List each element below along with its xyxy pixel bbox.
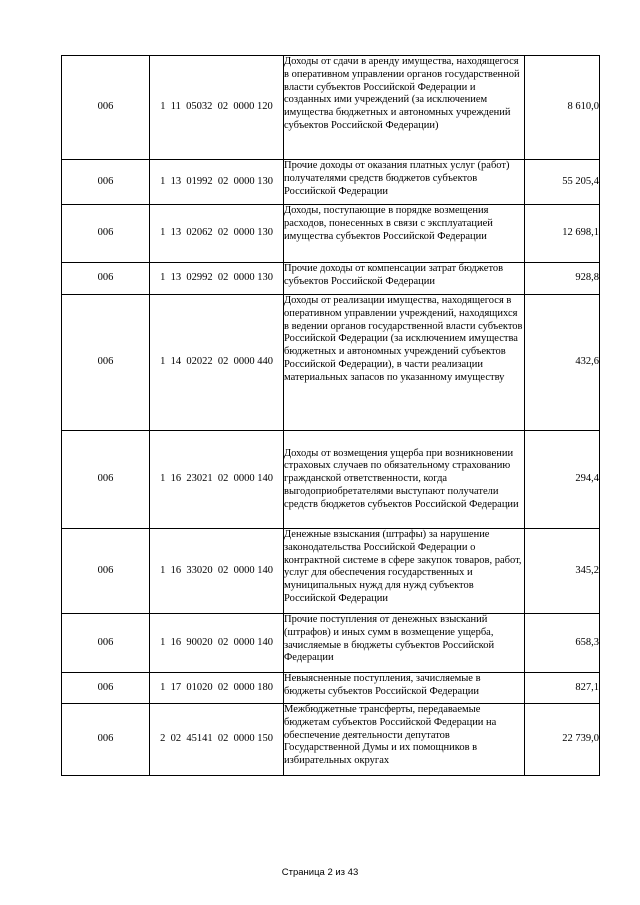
amount-cell: 294,4: [525, 431, 600, 529]
amount-cell: 55 205,4: [525, 160, 600, 205]
table-row: [62, 704, 600, 776]
admin-code-cell: 006: [62, 56, 150, 160]
admin-code-cell: 006: [62, 295, 150, 431]
revenue-name-cell: Межбюджетные трансферты, передаваемые бюджетам субъектов Российской Федерации на обеспечение деятельности депутатов Государственной Думы и их помощников в избирательных округах: [284, 704, 525, 776]
revenue-table: [61, 55, 600, 776]
revenue-code-cell: 1 11 05032 02 0000 120: [150, 56, 284, 160]
revenue-code-cell: 2 02 45141 02 0000 150: [150, 704, 284, 776]
table-row: [62, 160, 600, 205]
revenue-name-cell: Доходы от возмещения ущерба при возникновении страховых случаев по обязательному страхованию гражданской ответственности, когда выгодоприобретателями выступают получатели средств бюджетов субъектов Российской Федерации: [284, 431, 525, 529]
table-row: [62, 431, 600, 529]
revenue-code-cell: 1 14 02022 02 0000 440: [150, 295, 284, 431]
revenue-name-cell: Доходы от сдачи в аренду имущества, находящегося в оперативном управлении органов государственной власти субъектов Российской Федерации и созданных ими учреждений (за исключением имущества бюджетных и автономных учреждений субъектов Российской Федерации): [284, 56, 525, 160]
amount-cell: 8 610,0: [525, 56, 600, 160]
page-number-footer: Страница 2 из 43: [281, 867, 359, 878]
amount-cell: 658,3: [525, 614, 600, 673]
amount-cell: 12 698,1: [525, 205, 600, 263]
revenue-name-cell: Доходы, поступающие в порядке возмещения расходов, понесенных в связи с эксплуатацией имущества субъектов Российской Федерации: [284, 205, 525, 263]
table-row: [62, 529, 600, 614]
revenue-code-cell: 1 16 33020 02 0000 140: [150, 529, 284, 614]
table-row: [62, 614, 600, 673]
table-row: [62, 205, 600, 263]
revenue-code-cell: 1 13 01992 02 0000 130: [150, 160, 284, 205]
table-row: [62, 673, 600, 704]
admin-code-cell: 006: [62, 205, 150, 263]
admin-code-cell: 006: [62, 263, 150, 295]
table-row: [62, 295, 600, 431]
admin-code-cell: 006: [62, 673, 150, 704]
revenue-code-cell: 1 13 02992 02 0000 130: [150, 263, 284, 295]
amount-cell: 827,1: [525, 673, 600, 704]
revenue-code-cell: 1 17 01020 02 0000 180: [150, 673, 284, 704]
admin-code-cell: 006: [62, 160, 150, 205]
amount-cell: 432,6: [525, 295, 600, 431]
admin-code-cell: 006: [62, 704, 150, 776]
admin-code-cell: 006: [62, 431, 150, 529]
amount-cell: 22 739,0: [525, 704, 600, 776]
revenue-name-cell: Денежные взыскания (штрафы) за нарушение законодательства Российской Федерации о контрактной системе в сфере закупок товаров, работ, услуг для обеспечения государственных и муниципальных нужд для нужд субъектов Российской Федерации: [284, 529, 525, 614]
amount-cell: 928,8: [525, 263, 600, 295]
revenue-name-cell: Прочие поступления от денежных взысканий (штрафов) и иных сумм в возмещение ущерба, зачисляемые в бюджеты субъектов Российской Федерации: [284, 614, 525, 673]
revenue-code-cell: 1 16 23021 02 0000 140: [150, 431, 284, 529]
revenue-name-cell: Прочие доходы от компенсации затрат бюджетов субъектов Российской Федерации: [284, 263, 525, 295]
table-row: [62, 263, 600, 295]
amount-cell: 345,2: [525, 529, 600, 614]
admin-code-cell: 006: [62, 529, 150, 614]
admin-code-cell: 006: [62, 614, 150, 673]
revenue-name-cell: Невыясненные поступления, зачисляемые в бюджеты субъектов Российской Федерации: [284, 673, 525, 704]
revenue-name-cell: Прочие доходы от оказания платных услуг (работ) получателями средств бюджетов субъектов Российской Федерации: [284, 160, 525, 205]
table-row: [62, 56, 600, 160]
revenue-code-cell: 1 13 02062 02 0000 130: [150, 205, 284, 263]
revenue-code-cell: 1 16 90020 02 0000 140: [150, 614, 284, 673]
revenue-name-cell: Доходы от реализации имущества, находящегося в оперативном управлении учреждений, находящихся в ведении органов государственной власти субъектов Российской Федерации (за исключением имущества бюджетных и автономных учреждений субъектов Российской Федерации), в части реализации материальных запасов по указанному имуществу: [284, 295, 525, 431]
